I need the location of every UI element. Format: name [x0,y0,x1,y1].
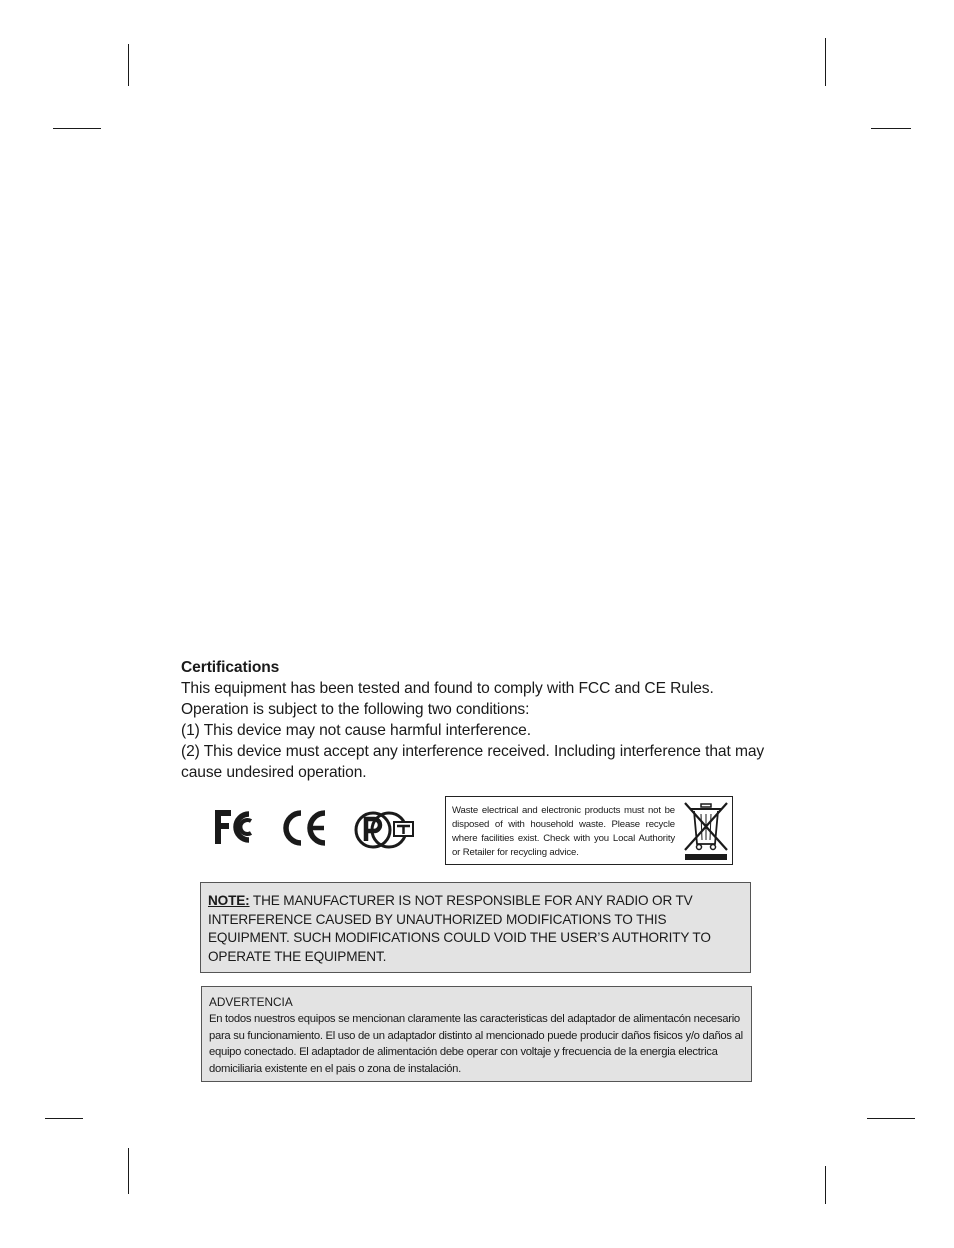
weee-notice-box [445,796,733,865]
advertencia-text: En todos nuestros equipos se mencionan claramente las caracteristicas del adaptador de alimentacón necesario para su funcionamiento. El uso de un adaptador distinto al mencionado puede producir daños fisicos y/o daños al equipo conectado. El adaptador de alimentación debe operar con voltaje y frecuencia de la energia electrica domiciliaria existente en el pais o zona de instalación. [209,1013,743,1075]
note-label: NOTE: [208,893,250,908]
conditions-intro: Operation is subject to the following two conditions: [181,701,530,718]
ce-logo [281,810,329,846]
advertencia-box [201,986,752,1082]
certifications-statement: This equipment has been tested and found to comply with FCC and CE Rules. [181,680,714,697]
crop-mark-bottom-right-vertical [825,1166,826,1204]
fcc-logo [213,809,265,845]
crop-mark-bottom-left-vertical [128,1148,129,1194]
certifications-title: Certifications [181,659,280,676]
crop-mark-top-right-horizontal [871,128,911,129]
manufacturer-note-box [200,882,751,973]
condition-2: (2) This device must accept any interference received. Including interference that may cause undesired operation. [181,743,765,781]
advertencia-title: ADVERTENCIA [209,995,293,1009]
weee-notice-text: Waste electrical and electronic products must not be disposed of with household waste. Please recycle where facilities exist. Check with you Local Authority or Retailer for recycling advice. [452,805,675,858]
crop-mark-top-left-vertical [128,44,129,86]
crop-mark-bottom-right-horizontal [867,1118,915,1119]
crop-mark-top-right-vertical [825,38,826,86]
certifications-section [181,657,771,783]
crop-mark-bottom-left-horizontal [45,1118,83,1119]
pct-logo [353,808,417,854]
crossed-out-bin-icon [683,802,729,860]
condition-1: (1) This device may not cause harmful interference. [181,722,531,739]
note-body: THE MANUFACTURER IS NOT RESPONSIBLE FOR ANY RADIO OR TV INTERFERENCE CAUSED BY UNAUTHORIZED MODIFICATIONS TO THIS EQUIPMENT. SUCH MODIFICATIONS COULD VOID THE USER’S AUTHORITY TO OPERATE THE EQUIPMENT. [208,893,711,964]
crop-mark-top-left-horizontal [53,128,101,129]
manufacturer-note-text [208,892,738,966]
